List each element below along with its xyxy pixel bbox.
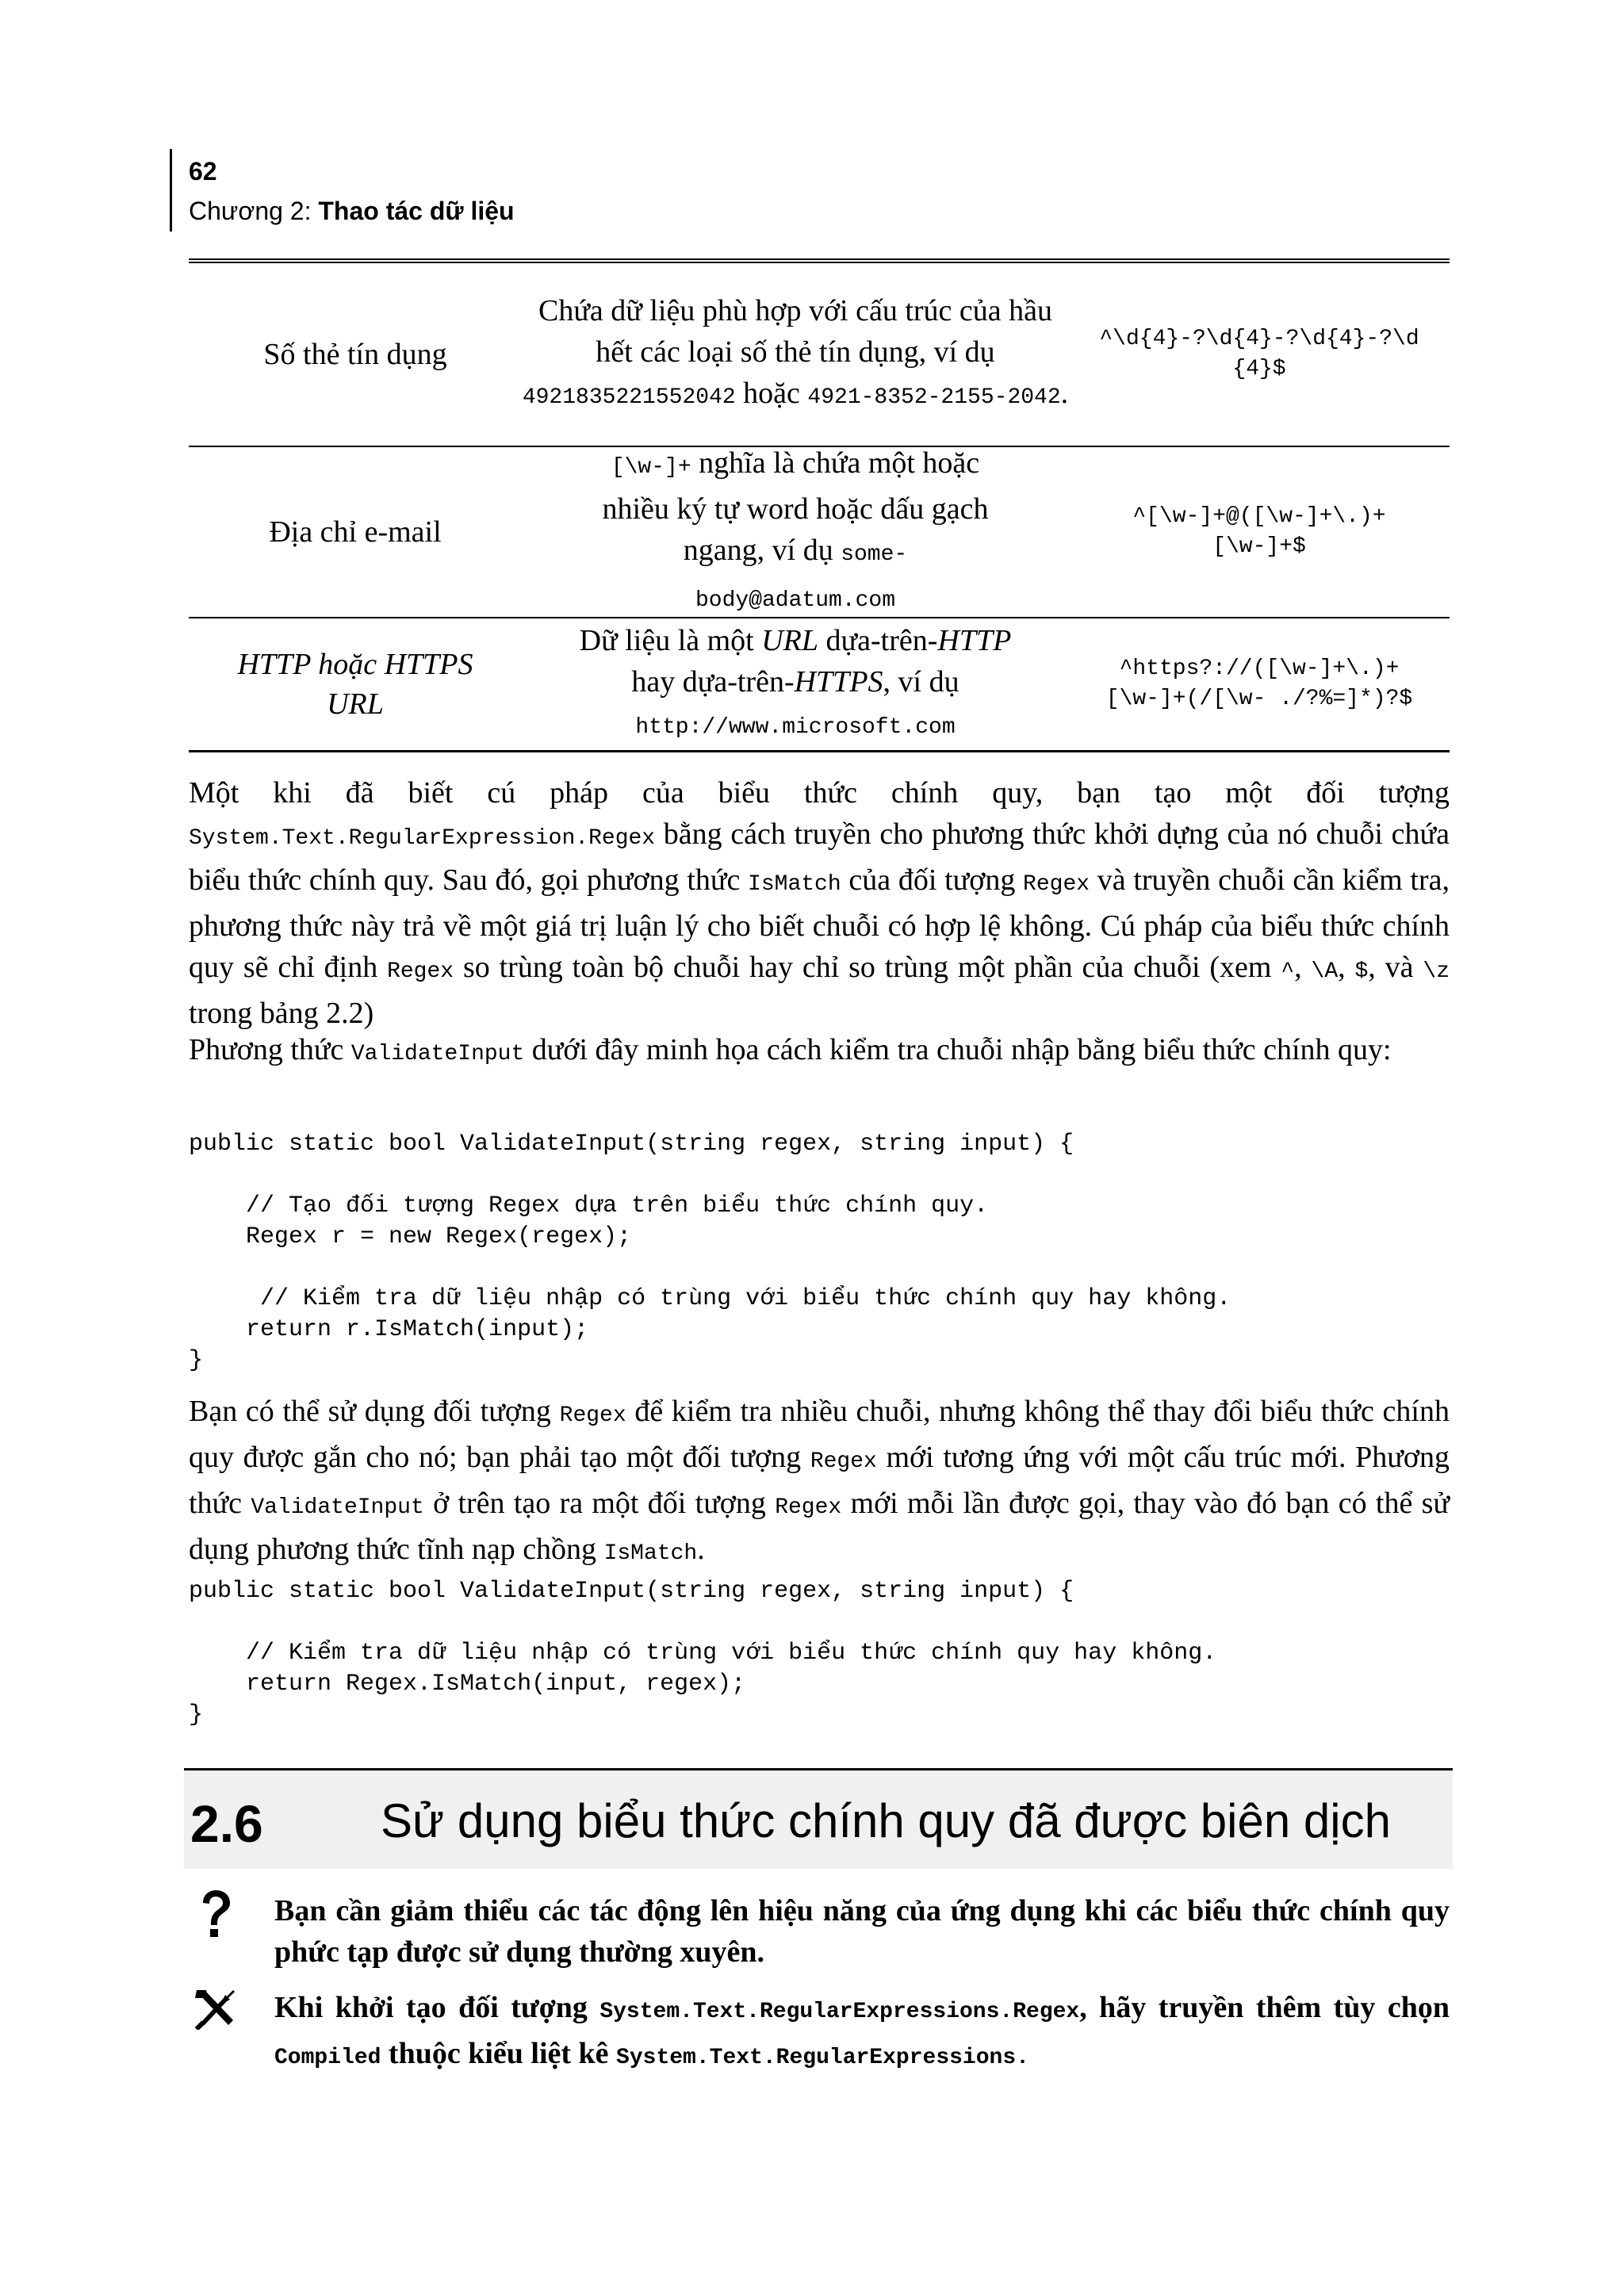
row-name: Địa chỉ e-mail (269, 515, 442, 549)
table-row (189, 618, 1450, 750)
row-description: [\w-]+ nghĩa là chứa một hoặc nhiều ký tự word hoặc dấu gạch ngang, ví dụ some-body@adatum.com (602, 446, 989, 613)
row-pattern: ^[\w-]+@([\w-]+\.)+[\w-]+$ (1132, 504, 1386, 559)
page-number: 62 (189, 157, 217, 186)
chapter-prefix: Chương 2: (189, 197, 319, 225)
section-title: Sử dụng biểu thức chính quy đã được biên dịch (381, 1794, 1391, 1847)
regex-table (189, 258, 1450, 752)
paragraph-validate-intro: Phương thức ValidateInput dưới đây minh họa cách kiểm tra chuỗi nhập bằng biểu thức chính quy: (189, 1033, 1392, 1066)
tools-icon (193, 1989, 239, 2030)
table-row (189, 447, 1450, 617)
paragraph-regex-object: Bạn có thể sử dụng đối tượng Regex để kiểm tra nhiều chuỗi, nhưng không thể thay đổi biểu thức chính quy được gắn cho nó; bạn phải tạo một đối tượng Regex mới tương ứng với một cấu trúc mới. Phương thức ValidateInput ở trên tạo ra một đối tượng Regex mới mỗi lần được gọi, thay vào đó bạn có thể sử dụng phương thức tĩnh nạp chồng IsMatch. (189, 1395, 1450, 1566)
problem-text: Bạn cần giảm thiểu các tác động lên hiệu năng của ứng dụng khi các biểu thức chính quy phức tạp được sử dụng thường xuyên. (274, 1894, 1450, 1969)
chapter-header (189, 197, 515, 226)
row-name: Số thẻ tín dụng (263, 338, 447, 371)
row-description: Chứa dữ liệu phù hợp với cấu trúc của hầu hết các loại số thẻ tín dụng, ví dụ 4921835221552042 hoặc 4921-8352-2155-2042. (522, 294, 1069, 410)
row-description: Dữ liệu là một URL dựa-trên-HTTP hay dựa-trên-HTTPS, ví dụ http://www.microsoft.com (579, 624, 1012, 740)
question-icon (198, 1889, 233, 1939)
row-pattern: ^\d{4}-?\d{4}-?\d{4}-?\d{4}$ (1099, 327, 1419, 381)
row-pattern: ^https?://([\w-]+\.)+[\w-]+(/[\w- ./?%=]*)?$ (1105, 657, 1413, 711)
header-rule (170, 149, 172, 232)
row-name: HTTP hoặc HTTPS URL (237, 648, 473, 721)
chapter-title: Thao tác dữ liệu (318, 197, 515, 225)
code-block-validate-input: public static bool ValidateInput(string regex, string input) { // Tạo đối tượng Regex dựa trên biểu thức chính quy. Regex r = new Regex(regex); // Kiểm tra dữ liệu nhập có trùng với biểu thức chính quy hay không. return r.IsMatch(input); } (189, 1131, 1231, 1374)
paragraph-regex-usage: Một khi đã biết cú pháp của biểu thức chính quy, bạn tạo một đối tượng System.Text.RegularExpression.Regex bằng cách truyền cho phương thức khởi dựng của nó chuỗi chứa biểu thức chính quy. Sau đó, gọi phương thức IsMatch của đối tượng Regex và truyền chuỗi cần kiểm tra, phương thức này trả về một giá trị luận lý cho biết chuỗi có hợp lệ không. Cú pháp của biểu thức chính quy sẽ chỉ định Regex so trùng toàn bộ chuỗi hay chỉ so trùng một phần của chuỗi (xem ^, \A, $, và \z trong bảng 2.2) (189, 776, 1450, 1030)
section-number: 2.6 (190, 1794, 263, 1853)
table-bottom-rule (189, 750, 1450, 752)
table-row (189, 263, 1450, 446)
code-block-static-ismatch: public static bool ValidateInput(string regex, string input) { // Kiểm tra dữ liệu nhập có trùng với biểu thức chính quy hay không. return Regex.IsMatch(input, regex); } (189, 1578, 1217, 1728)
solution-text: Khi khởi tạo đối tượng System.Text.RegularExpressions.Regex, hãy truyền thêm tùy chọn Compiled thuộc kiểu liệt kê System.Text.RegularExpressions. (274, 1991, 1450, 2070)
